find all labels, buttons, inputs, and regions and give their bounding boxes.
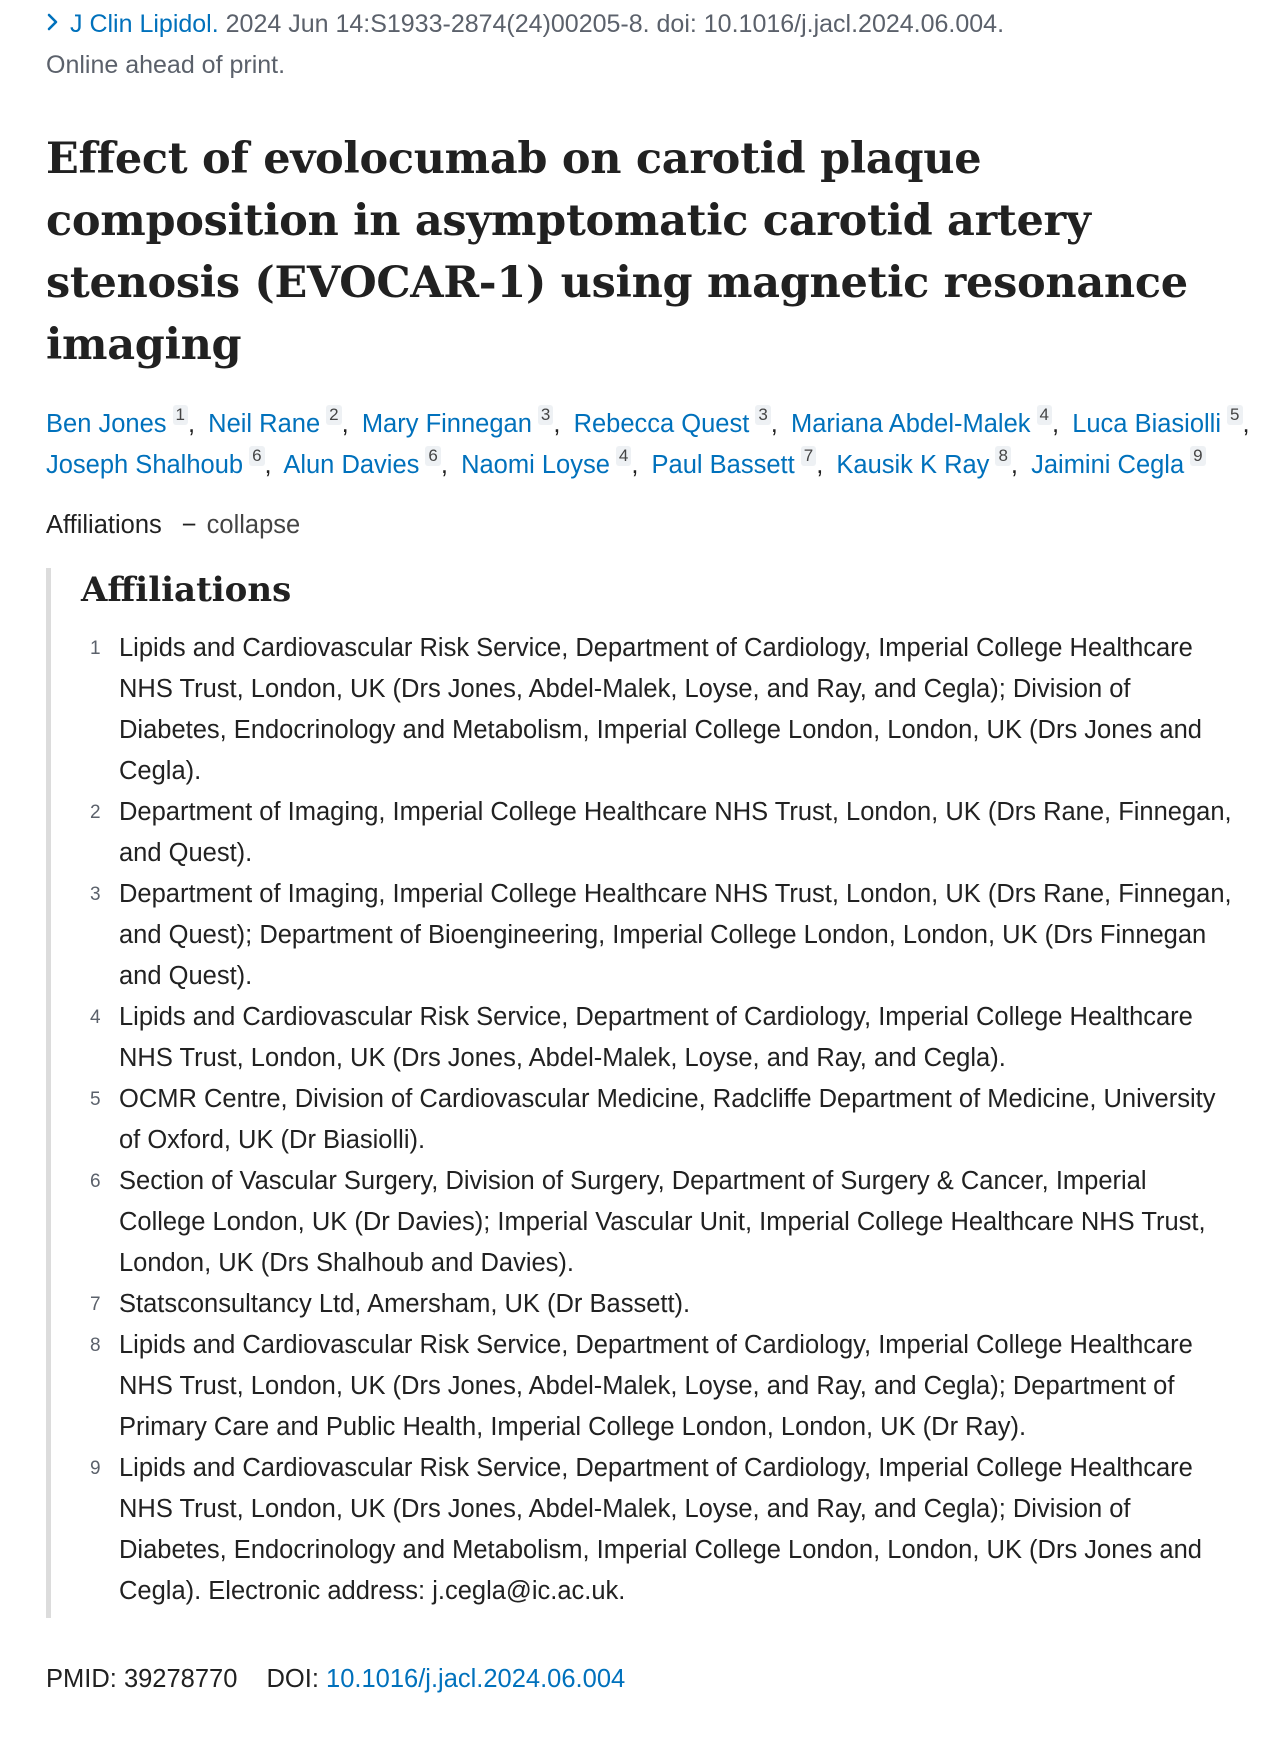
pmid-value: 39278770 [123, 1665, 238, 1693]
affiliation-marker[interactable]: 2 [326, 405, 341, 425]
doi-link[interactable]: 10.1016/j.jacl.2024.06.004 [326, 1665, 626, 1693]
affiliations-list [81, 628, 1256, 1612]
affiliations-panel [46, 568, 1256, 1618]
affiliation-marker[interactable]: 6 [425, 446, 440, 466]
affiliation-number: 1 [90, 638, 101, 659]
collapse-dash-icon: − [181, 511, 197, 539]
affiliation-marker[interactable]: 4 [1037, 405, 1052, 425]
affiliation-item [81, 792, 1256, 874]
affiliation-item [81, 1079, 1256, 1161]
affiliation-marker[interactable]: 9 [1190, 446, 1205, 466]
affiliation-number: 4 [90, 1007, 101, 1028]
chevron-right-icon[interactable] [46, 8, 64, 40]
affiliation-number: 2 [90, 802, 101, 823]
author-link[interactable]: Ben Jones [46, 410, 167, 438]
author-link[interactable]: Mary Finnegan [361, 410, 532, 438]
author-link[interactable]: Paul Bassett [651, 451, 795, 479]
author-item: Ben Jones 1 , [46, 405, 196, 438]
author-item: Neil Rane 2 , [208, 405, 349, 438]
author-item: Kausik K Ray 8 , [836, 446, 1018, 479]
author-link[interactable]: Mariana Abdel-Malek [790, 410, 1031, 438]
affiliation-item [81, 1448, 1256, 1612]
affiliations-toggle-label: Affiliations [46, 511, 162, 539]
author-item: Mariana Abdel-Malek 4 , [790, 405, 1060, 438]
affiliation-item [81, 1284, 1256, 1325]
affiliations-heading: Affiliations [81, 570, 292, 610]
article-title: Effect of evolocumab on carotid plaque composition in asymptomatic carotid artery stenosis (EVOCAR-1) using magnetic resonance imaging [46, 134, 1188, 370]
affiliation-number: 5 [90, 1089, 101, 1110]
affiliation-marker[interactable]: 8 [995, 446, 1010, 466]
affiliation-text: Statsconsultancy Ltd, Amersham, UK (Dr Bassett). [119, 1290, 691, 1318]
affiliation-marker[interactable]: 1 [173, 405, 188, 425]
affiliations-toggle [46, 508, 1256, 542]
affiliation-text: Section of Vascular Surgery, Division of Surgery, Department of Surgery & Cancer, Imperial College London, UK (Dr Davies); Imperial Vascular Unit, Imperial College Healthcare NHS Trust, London, UK (Drs Shalhoub and Davies). [119, 1167, 1206, 1277]
author-link[interactable]: Luca Biasiolli [1072, 410, 1222, 438]
affiliation-item [81, 1325, 1256, 1448]
affiliation-item [81, 997, 1256, 1079]
author-item: Paul Bassett 7 , [651, 446, 824, 479]
affiliation-item [81, 1161, 1256, 1284]
author-link[interactable]: Jaimini Cegla [1031, 451, 1185, 479]
affiliation-number: 3 [90, 884, 101, 905]
affiliation-item [81, 874, 1256, 997]
author-item: Alun Davies 6 , [283, 446, 448, 479]
article-page [46, 0, 1256, 1696]
affiliation-marker[interactable]: 5 [1227, 405, 1242, 425]
pmid-label: PMID: [46, 1665, 117, 1693]
collapse-button[interactable]: collapse [206, 511, 301, 539]
author-item [1031, 446, 1206, 479]
affiliation-marker[interactable]: 4 [616, 446, 631, 466]
affiliation-number: 7 [90, 1294, 101, 1315]
author-link[interactable]: Alun Davies [283, 451, 420, 479]
author-link[interactable]: Kausik K Ray [836, 451, 990, 479]
affiliation-text: Lipids and Cardiovascular Risk Service, Department of Cardiology, Imperial College Healthcare NHS Trust, London, UK (Drs Jones, Abdel-Malek, Loyse, and Ray, and Cegla); Division of Diabetes, Endocrinology and Metabolism, Imperial College London, London, UK (Drs Jones and Cegla). Electronic address: j.cegla@ic.ac.uk. [119, 1454, 1202, 1605]
author-link[interactable]: Joseph Shalhoub [46, 451, 244, 479]
authors-list [46, 404, 1256, 486]
affiliation-text: Lipids and Cardiovascular Risk Service, Department of Cardiology, Imperial College Healthcare NHS Trust, London, UK (Drs Jones, Abdel-Malek, Loyse, and Ray, and Cegla); Division of Diabetes, Endocrinology and Metabolism, Imperial College London, London, UK (Drs Jones and Cegla). [119, 634, 1202, 785]
affiliation-text: Lipids and Cardiovascular Risk Service, Department of Cardiology, Imperial College Healthcare NHS Trust, London, UK (Drs Jones, Abdel-Malek, Loyse, and Ray, and Cegla). [119, 1003, 1193, 1072]
affiliation-number: 6 [90, 1171, 101, 1192]
affiliation-number: 8 [90, 1335, 101, 1356]
doi-label: DOI: [266, 1665, 319, 1693]
affiliation-text: Department of Imaging, Imperial College Healthcare NHS Trust, London, UK (Drs Rane, Finnegan, and Quest). [119, 798, 1232, 867]
publication-status: Online ahead of print. [46, 51, 286, 79]
author-link[interactable]: Naomi Loyse [461, 451, 610, 479]
affiliation-marker[interactable]: 3 [755, 405, 770, 425]
author-link[interactable]: Neil Rane [208, 410, 321, 438]
author-item: Mary Finnegan 3 , [361, 405, 561, 438]
affiliation-text: OCMR Centre, Division of Cardiovascular Medicine, Radcliffe Department of Medicine, University of Oxford, UK (Dr Biasiolli). [119, 1085, 1216, 1154]
author-item: Naomi Loyse 4 , [461, 446, 639, 479]
affiliation-item [81, 628, 1256, 792]
journal-link[interactable]: J Clin Lipidol. [70, 10, 219, 38]
author-item: Rebecca Quest 3 , [573, 405, 778, 438]
author-link[interactable]: Rebecca Quest [573, 410, 750, 438]
identifiers-footer [46, 1662, 1256, 1696]
author-item: Joseph Shalhoub 6 , [46, 446, 272, 479]
affiliation-number: 9 [90, 1458, 101, 1479]
author-item: Luca Biasiolli 5 , [1072, 405, 1250, 438]
citation-details: 2024 Jun 14:S1933-2874(24)00205-8. doi: 10.1016/j.jacl.2024.06.004. [218, 10, 1005, 38]
affiliation-text: Department of Imaging, Imperial College Healthcare NHS Trust, London, UK (Drs Rane, Finnegan, and Quest); Department of Bioengineering, Imperial College London, London, UK (Drs Finnegan and Quest). [119, 880, 1232, 990]
affiliation-marker[interactable]: 6 [249, 446, 264, 466]
affiliation-text: Lipids and Cardiovascular Risk Service, Department of Cardiology, Imperial College Healthcare NHS Trust, London, UK (Drs Jones, Abdel-Malek, Loyse, and Ray, and Cegla); Department of Primary Care and Public Health, Imperial College London, London, UK (Dr Ray). [119, 1331, 1193, 1441]
citation-line [46, 8, 1256, 40]
affiliation-marker[interactable]: 7 [801, 446, 816, 466]
affiliation-marker[interactable]: 3 [538, 405, 553, 425]
